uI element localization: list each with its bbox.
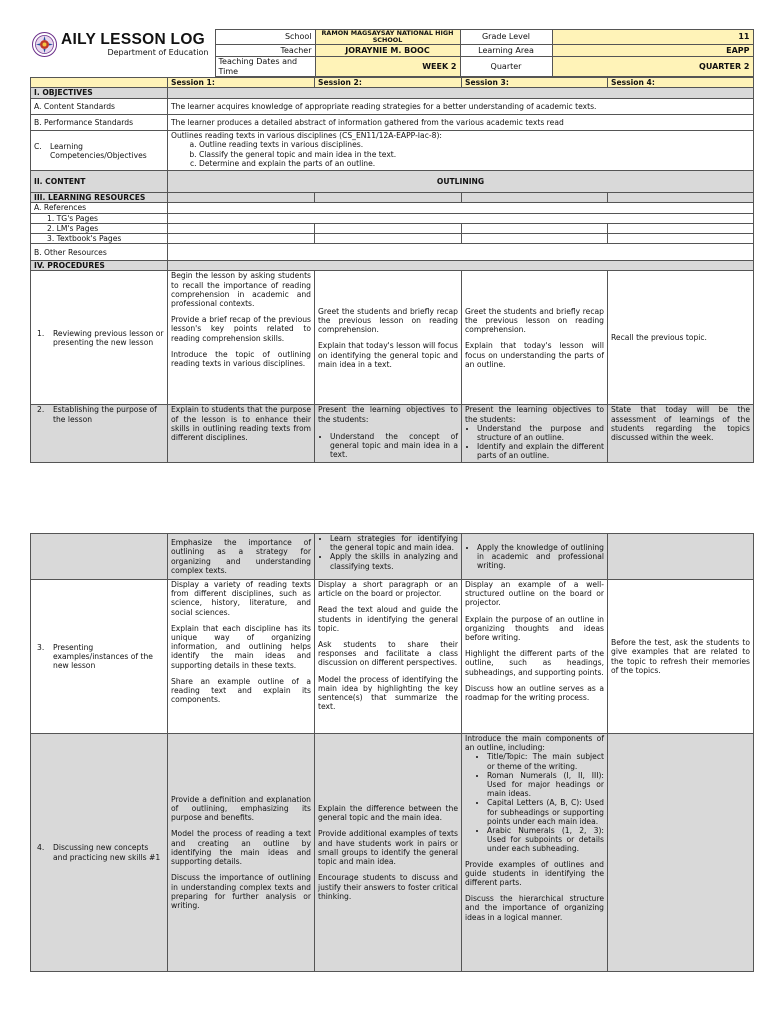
dates-label: Teaching Dates and Time: [215, 57, 315, 77]
school-label: School: [215, 30, 315, 45]
procedure-3-session-3: Display an example of a well-structured outline on the board or projector. Explain the purpose of an outline in organizing thoughts and ideas before writing. Highlight the different parts of the outline, such as headings, subheadings, and supporting points. Discuss how an outline serves as a roadmap for the writing process.: [462, 580, 608, 734]
procedure-4-session-4: [608, 734, 754, 972]
lm-pages-cell: [315, 223, 462, 233]
session-2-header: Session 2:: [315, 78, 462, 88]
procedure-4-session-1: Provide a definition and explanation of outlining, emphasizing its purpose and benefits. Model the process of reading a text and creating an outline by identifying the main ideas and supporting details. Discuss the importance of outlining in understanding complex texts and preparing for further analysis or writing.: [168, 734, 315, 972]
teacher-value: JORAYNIE M. BOOC: [315, 45, 460, 57]
procedures-heading: IV. PROCEDURES: [31, 261, 168, 271]
other-resources-cell: [168, 244, 754, 261]
procedure-3-session-2: Display a short paragraph or an article on the board or projector. Read the text aloud and guide the students in identifying the general topic. Ask students to share their responses and facilitate a class discussion on different perspectives. Model the process of identifying the main idea by highlighting the key sentence(s) that summarize the text.: [315, 580, 462, 734]
procedure-4-label: 4. Discussing new concepts and practicing new skills #1: [31, 734, 168, 972]
content-standards-label: A. Content Standards: [31, 99, 168, 115]
procedure-1-session-1: Begin the lesson by asking students to recall the importance of reading comprehension in academic and professional contexts. Provide a brief recap of the previous lesson's key points related to reading comprehension skills. Introduce the topic of outlining reading texts in various disciplines.: [168, 271, 315, 405]
content-standards-text: The learner acquires knowledge of appropriate reading strategies for a better understanding of academic texts.: [168, 99, 754, 115]
textbook-pages-cell: [608, 234, 754, 244]
objective-bullet: • Understand the concept of general topic and main idea in a text.: [330, 432, 458, 460]
competency-item: c. Determine and explain the parts of an outline.: [199, 159, 750, 168]
procedure-4-session-3: Introduce the main components of an outline, including: • Title/Topic: The main subject or theme of the writing. • Roman Numerals (I, II, III): Used for major headings or main ideas. • Capital Letters (A, B, C): Used for subheadings or supporting points under each main idea. • Arabic Numerals (1, 2, 3): Used for subpoints or details under each subheading. Provide examples of outlines and guide students in identifying the different parts. Discuss the hierarchical structure and the importance of organizing ideas in a logical manner.: [462, 734, 608, 972]
lesson-table-continued: [30, 533, 754, 972]
department-name: Department of Education: [107, 47, 209, 57]
content-text: OUTLINING: [168, 171, 754, 193]
competencies-label: C. Learning Competencies/Objectives: [31, 131, 168, 171]
procedure-4-session-2: Explain the difference between the general topic and the main idea. Provide additional examples of texts and have students work in pairs or small groups to identify the general topic and main idea. Encourage students to discuss and justify their answers to foster critical thinking.: [315, 734, 462, 972]
outline-component-bullet: • Capital Letters (A, B, C): Used for subheadings or supporting points under each main idea.: [487, 798, 604, 826]
header-table: [30, 29, 754, 77]
procedure-2-cont-session-4: [608, 534, 754, 580]
procedure-2-cont-session-3: [462, 534, 608, 580]
lesson-log-page-2: [30, 533, 753, 972]
procedure-2-cont-session-1: Emphasize the importance of outlining as a strategy for organizing and understanding complex texts.: [168, 534, 315, 580]
textbook-pages-cell: [168, 234, 315, 244]
resources-heading: III. LEARNING RESOURCES: [31, 193, 168, 203]
procedure-3-session-1: Display a variety of reading texts from different disciplines, such as science, history, literature, and social sciences. Explain that each discipline has its unique way of organizing information, and outlining helps identify the main ideas and supporting details in these texts. Share an example outline of a reading text and explain its components.: [168, 580, 315, 734]
performance-standards-text: The learner produces a detailed abstract of information gathered from the various academic texts read: [168, 115, 754, 131]
lesson-log-page-1: [30, 29, 753, 463]
procedure-2-label: 2. Establishing the purpose of the lesson: [31, 405, 168, 463]
tg-pages-label: 1. TG's Pages: [31, 213, 168, 223]
procedure-2-session-2: Present the learning objectives to the students: • Understand the concept of general topic and main idea in a text.: [315, 405, 462, 463]
performance-standards-label: B. Performance Standards: [31, 115, 168, 131]
procedure-3-session-4: Before the test, ask the students to give examples that are related to the topic to refresh their memories of the topics.: [608, 580, 754, 734]
log-title: AILY LESSON LOG: [61, 30, 206, 48]
textbook-pages-cell: [315, 234, 462, 244]
resources-heading-cell: [168, 193, 315, 203]
objectives-heading: I. OBJECTIVES: [31, 88, 168, 99]
references-cell: [168, 203, 754, 213]
deped-seal-icon: [32, 32, 57, 57]
procedure-1-label: 1. Reviewing previous lesson or presenting the new lesson: [31, 271, 168, 405]
procedure-1-session-2: Greet the students and briefly recap the previous lesson on reading comprehension. Explain that today's lesson will focus on identifying the general topic and main idea in a text.: [315, 271, 462, 405]
tg-pages-cell: [168, 213, 754, 223]
procedure-2-cont-session-2: [315, 534, 462, 580]
school-value: RAMON MAGSAYSAY NATIONAL HIGH SCHOOL: [315, 30, 460, 45]
outline-component-bullet: • Title/Topic: The main subject or theme of the writing.: [487, 752, 604, 770]
resources-heading-cell: [608, 193, 754, 203]
resources-heading-cell: [462, 193, 608, 203]
objectives-heading-fill: [168, 88, 754, 99]
content-heading: II. CONTENT: [31, 171, 168, 193]
area-label: Learning Area: [460, 45, 552, 57]
lesson-table: [30, 77, 754, 463]
outline-component-bullet: • Arabic Numerals (1, 2, 3): Used for subpoints or details under each subheading.: [487, 826, 604, 854]
procedure-2-cont-label: [31, 534, 168, 580]
objective-bullet: • Apply the knowledge of outlining in academic and professional writing.: [477, 543, 604, 571]
textbook-pages-cell: [462, 234, 608, 244]
quarter-value: QUARTER 2: [552, 57, 753, 77]
week-value: WEEK 2: [315, 57, 460, 77]
competencies-text: Outlines reading texts in various disciplines (CS_EN11/12A-EAPP-Iac-8): a. Outline reading texts in various disciplines. b. Classify the general topic and main idea in the text. c. Determine and explain the parts of an outline.: [168, 131, 754, 171]
session-3-header: Session 3:: [462, 78, 608, 88]
header-logo-title: [30, 30, 215, 77]
grade-label: Grade Level: [460, 30, 552, 45]
references-label: A. References: [31, 203, 168, 213]
textbook-pages-label: 3. Textbook's Pages: [31, 234, 168, 244]
procedure-2-session-3: Present the learning objectives to the students: • Understand the purpose and structure of an outline. • Identify and explain the different parts of an outline.: [462, 405, 608, 463]
lm-pages-label: 2. LM's Pages: [31, 223, 168, 233]
objective-bullet: • Apply the skills in analyzing and classifying texts.: [330, 552, 458, 570]
procedure-2-session-4: State that today will be the assessment of learnings of the students regarding the topics discussed within the week.: [608, 405, 754, 463]
quarter-label: Quarter: [460, 57, 552, 77]
lm-pages-cell: [462, 223, 608, 233]
objective-bullet: • Learn strategies for identifying the general topic and main idea.: [330, 534, 458, 552]
competency-item: b. Classify the general topic and main idea in the text.: [199, 150, 750, 159]
other-resources-label: B. Other Resources: [31, 244, 168, 261]
area-value: EAPP: [552, 45, 753, 57]
competency-item: a. Outline reading texts in various disciplines.: [199, 140, 750, 149]
session-header-blank: [31, 78, 168, 88]
teacher-label: Teacher: [215, 45, 315, 57]
procedure-2-session-1: Explain to students that the purpose of the lesson is to enhance their skills in outlining reading texts from different disciplines.: [168, 405, 315, 463]
objective-bullet: • Understand the purpose and structure of an outline.: [477, 424, 604, 442]
procedure-3-label: 3. Presenting examples/instances of the new lesson: [31, 580, 168, 734]
procedure-1-session-3: Greet the students and briefly recap the previous lesson on reading comprehension. Explain that today's lesson will focus on understanding the parts of an outline.: [462, 271, 608, 405]
session-4-header: Session 4:: [608, 78, 754, 88]
resources-heading-cell: [315, 193, 462, 203]
lm-pages-cell: [608, 223, 754, 233]
session-1-header: Session 1:: [168, 78, 315, 88]
lm-pages-cell: [168, 223, 315, 233]
procedures-heading-fill: [168, 261, 754, 271]
procedure-1-session-4: Recall the previous topic.: [608, 271, 754, 405]
objective-bullet: • Identify and explain the different parts of an outline.: [477, 442, 604, 460]
outline-component-bullet: • Roman Numerals (I, II, III): Used for major headings or main ideas.: [487, 771, 604, 799]
grade-value: 11: [552, 30, 753, 45]
